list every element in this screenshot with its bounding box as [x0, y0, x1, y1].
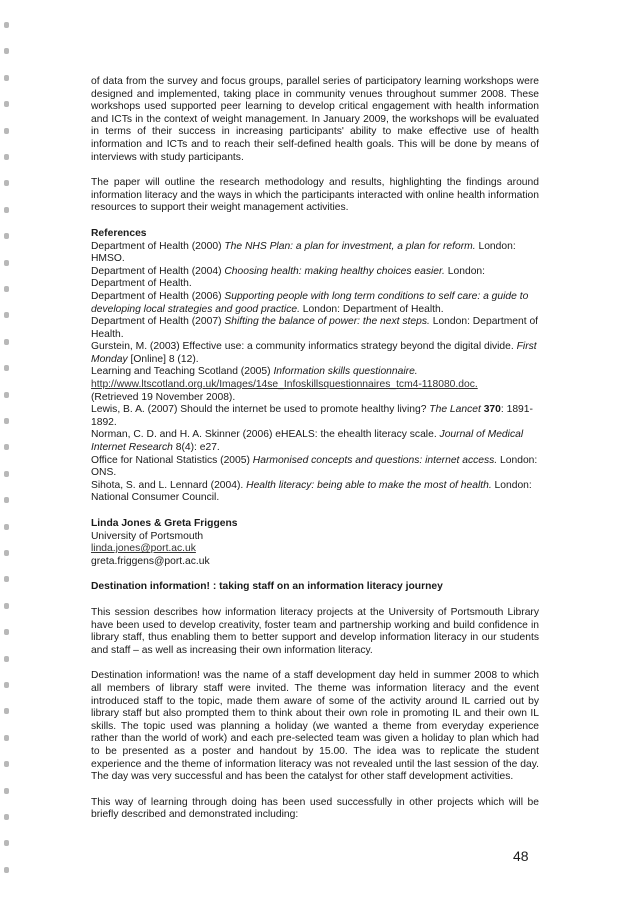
- binding-hole: [4, 75, 9, 81]
- reference-item: [91, 404, 539, 429]
- binding-hole: [4, 603, 9, 609]
- reference-title: First Monday: [91, 341, 537, 365]
- binding-hole: [4, 550, 9, 556]
- reference-author: Gurstein, M. (2003) Effective use: a community informatics strategy beyond the digital divide.: [91, 341, 517, 353]
- reference-author: Department of Health (2006): [91, 290, 225, 302]
- binding-hole: [4, 101, 9, 107]
- page-number: 48: [513, 848, 529, 864]
- author-affiliation: University of Portsmouth: [91, 530, 204, 542]
- reference-title: The NHS Plan: a plan for investment, a plan for reform.: [224, 240, 476, 252]
- reference-title: The Lancet: [429, 404, 481, 416]
- intro-paragraph: The paper will outline the research methodology and results, highlighting the findings around information literacy and the ways in which the participants interacted with online health information resources to support their weight management activities.: [91, 177, 539, 214]
- reference-item: [91, 429, 539, 454]
- binding-hole: [4, 867, 9, 873]
- reference-item: [91, 341, 539, 366]
- reference-title: Journal of Medical Internet Research: [91, 429, 524, 454]
- session-title: Destination information! : taking staff on an information literacy journey: [91, 581, 443, 593]
- reference-publisher: London: HMSO.: [91, 240, 516, 265]
- reference-item: [91, 480, 539, 505]
- reference-author: Lewis, B. A. (2007) Should the internet be used to promote healthy living?: [91, 404, 430, 416]
- binding-hole: [4, 497, 9, 503]
- reference-item: [91, 241, 539, 266]
- reference-title: Health literacy: being able to make the most of health.: [246, 479, 492, 491]
- binding-hole: [4, 260, 9, 266]
- binding-hole: [4, 814, 9, 820]
- reference-title: Information skills questionnaire.: [273, 366, 418, 378]
- reference-publisher: London: National Consumer Council.: [91, 479, 532, 504]
- reference-item: [91, 291, 539, 316]
- author-email: greta.friggens@port.ac.uk: [91, 555, 210, 567]
- binding-hole: [4, 418, 9, 424]
- binding-hole: [4, 735, 9, 741]
- binding-hole: [4, 286, 9, 292]
- session-paragraph: This session describes how information literacy projects at the University of Portsmouth Library have been used to develop creativity, foster team and partnership working and build confidence in library staff, thus enabling them to better support and develop information literacy in our students and staff – as well as increasing their own information literacy.: [91, 606, 539, 656]
- reference-publisher: : 1891-1892.: [91, 404, 533, 428]
- reference-author: Department of Health (2004): [91, 265, 225, 277]
- reference-author: Norman, C. D. and H. A. Skinner (2006) eHEALS: the ehealth literacy scale.: [91, 429, 440, 441]
- binding-hole: [4, 154, 9, 160]
- reference-author: Department of Health (2007): [91, 316, 225, 328]
- reference-publisher: London: Department of Health.: [91, 265, 486, 290]
- document-page: [91, 76, 539, 822]
- binding-hole: [4, 708, 9, 714]
- reference-publisher: London: ONS.: [91, 454, 538, 479]
- binding-hole: [4, 761, 9, 767]
- reference-title: Supporting people with long term conditions to self care: a guide to developing local strategies and good practice.: [91, 290, 529, 315]
- reference-item: [91, 366, 539, 404]
- reference-publisher: London: Department of Health.: [299, 303, 444, 315]
- binding-hole: [4, 48, 9, 54]
- author-email-link[interactable]: linda.jones@port.ac.uk: [91, 543, 196, 555]
- binding-hole: [4, 339, 9, 345]
- reference-publisher: 8(4): e27.: [172, 442, 220, 454]
- reference-publisher: [Online] 8 (12).: [127, 353, 199, 365]
- reference-item: [91, 316, 539, 341]
- reference-volume: 370: [480, 404, 501, 416]
- references-list: [91, 241, 539, 505]
- reference-publisher: London: Department of Health.: [91, 316, 539, 340]
- binding-hole: [4, 233, 9, 239]
- binding-hole: [4, 444, 9, 450]
- reference-title: Shifting the balance of power: the next steps.: [224, 316, 430, 328]
- reference-author: Sihota, S. and L. Lennard (2004).: [91, 479, 247, 491]
- binding-hole: [4, 22, 9, 28]
- binding-hole: [4, 180, 9, 186]
- binding-hole: [4, 576, 9, 582]
- binding-hole: [4, 128, 9, 134]
- reference-title: Choosing health: making healthy choices easier.: [224, 265, 445, 277]
- references-heading: References: [91, 227, 147, 239]
- binding-hole: [4, 788, 9, 794]
- binding-hole: [4, 207, 9, 213]
- reference-publisher: (Retrieved 19 November 2008).: [91, 391, 236, 403]
- binding-hole: [4, 682, 9, 688]
- binding-hole: [4, 629, 9, 635]
- binding-hole: [4, 656, 9, 662]
- session-paragraph: This way of learning through doing has been used successfully in other projects which will be briefly described and demonstrated including:: [91, 796, 539, 821]
- binding-hole: [4, 524, 9, 530]
- session-paragraph: Destination information! was the name of a staff development day held in summer 2008 to which all members of library staff were invited. The theme was information literacy and the event introduced staff to the topic, made them aware of some of the activity around IL carried out by library staff but also prompted them to think about their own role in promoting IL and their own IL skills. The topic used was planning a holiday (we wanted a theme from everyday experience rather than the world of work) and each pre-selected team was given a holiday to plan which had to be presented as a poster and handout by 15.00. The idea was to replicate the student experience and the theme of information literacy was not revealed until the last session of the day. The day was very successful and has been the catalyst for other staff development activities.: [91, 670, 539, 783]
- reference-item: [91, 455, 539, 480]
- binding-hole: [4, 312, 9, 318]
- binding-hole: [4, 840, 9, 846]
- binding-hole: [4, 365, 9, 371]
- reference-author: Office for National Statistics (2005): [91, 454, 253, 466]
- reference-title: Harmonised concepts and questions: internet access.: [252, 454, 498, 466]
- binding-holes: [0, 0, 14, 902]
- reference-item: [91, 266, 539, 291]
- binding-hole: [4, 392, 9, 398]
- author-names: Linda Jones & Greta Friggens: [91, 518, 238, 529]
- binding-hole: [4, 471, 9, 477]
- reference-author: Learning and Teaching Scotland (2005): [91, 366, 274, 378]
- intro-paragraph: of data from the survey and focus groups, parallel series of participatory learning workshops were designed and implemented, taking place in community venues throughout summer 2008. These workshops used supported peer learning to develop critical engagement with health information and ICTs in the context of weight management. In January 2009, the workshops will be evaluated in terms of their success in increasing participants' ability to make effective use of health information and ICTs and to reach their self-defined health goals. This will be done by means of interviews with study participants.: [91, 76, 539, 163]
- reference-link[interactable]: http://www.ltscotland.org.uk/Images/14se_Infoskillsquestionnaires_tcm4-118080.doc.: [91, 379, 478, 391]
- reference-author: Department of Health (2000): [91, 240, 225, 252]
